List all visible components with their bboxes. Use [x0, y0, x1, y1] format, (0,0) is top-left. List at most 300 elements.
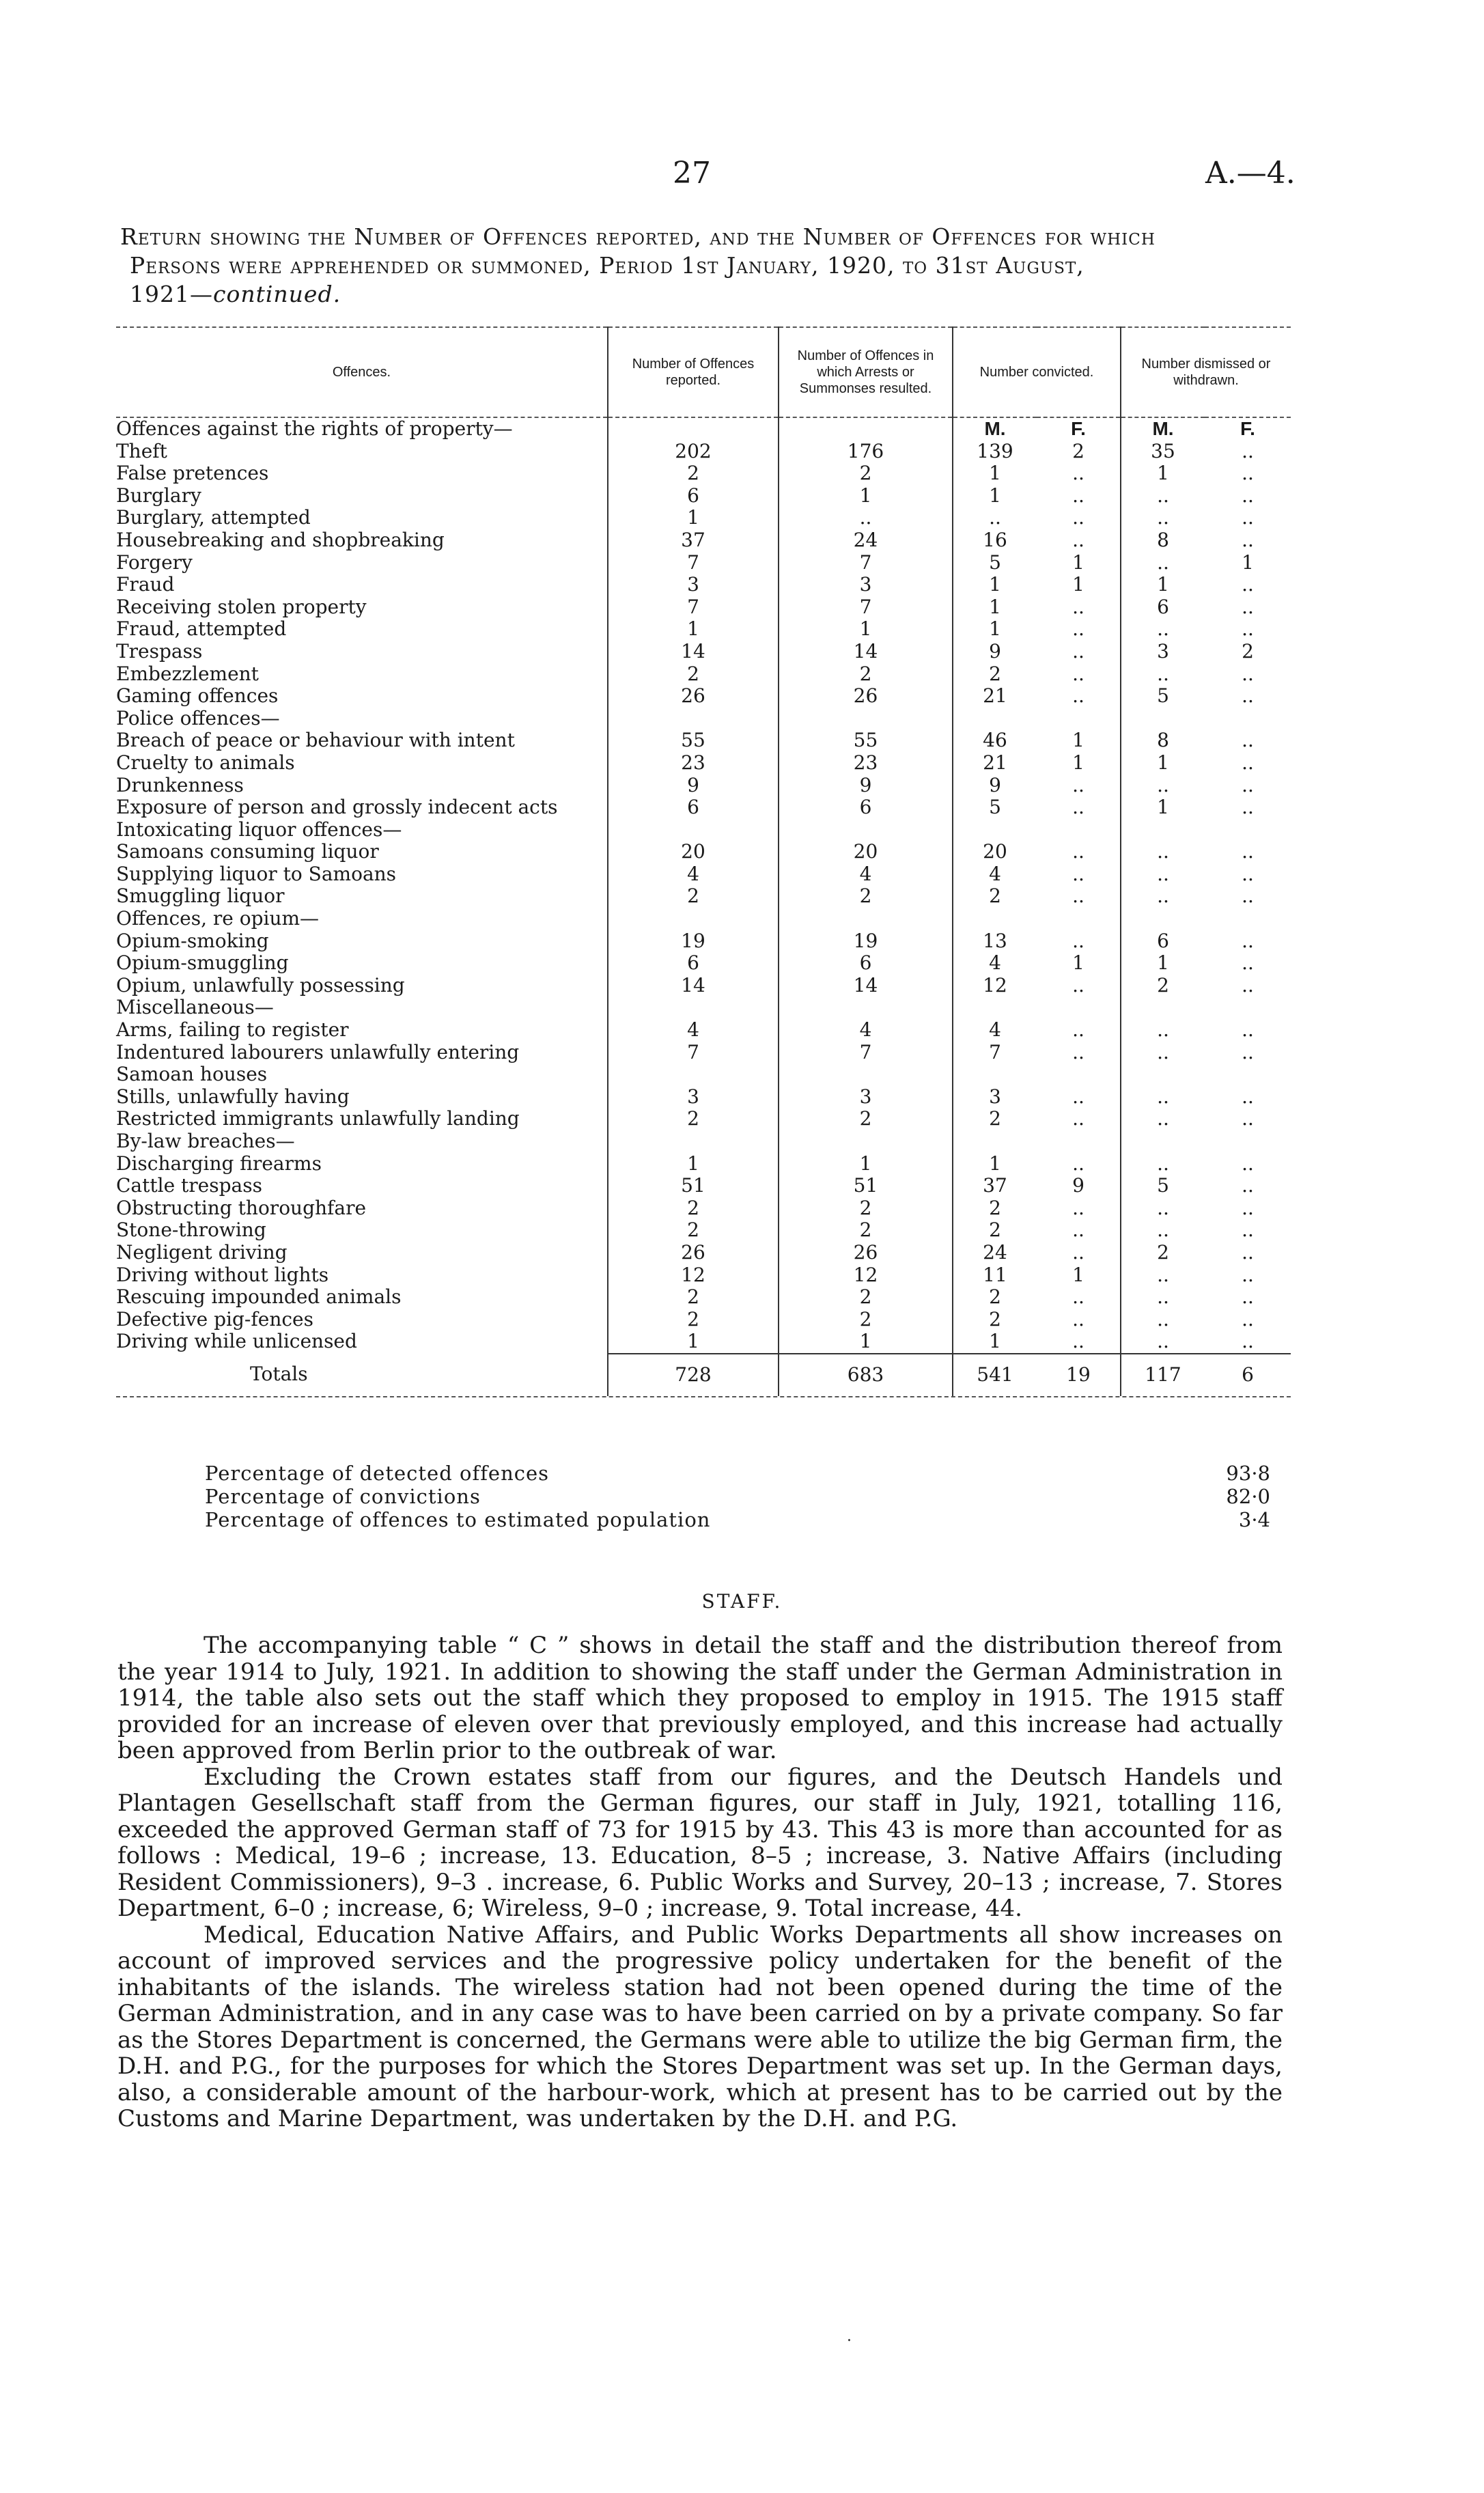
- cell-df: ..: [1242, 506, 1254, 529]
- cell-rep: 14: [608, 975, 779, 997]
- table-row: [116, 1309, 1291, 1331]
- offence-label: Discharging firearms: [116, 1152, 322, 1175]
- table-row: [116, 841, 1291, 863]
- cell-dm: [1121, 1063, 1205, 1086]
- cell-m: 2: [953, 1108, 1037, 1130]
- cell-m: 1: [953, 462, 1037, 485]
- cell-dm: [1121, 997, 1205, 1019]
- cell-df: ..: [1242, 1152, 1254, 1175]
- cell-f: [1037, 1063, 1121, 1086]
- cell-f: [1037, 708, 1121, 730]
- cell-m: 24: [953, 1242, 1037, 1264]
- cell-f: ..: [1072, 885, 1084, 908]
- cell-dm: 2: [1121, 1242, 1205, 1264]
- cell-rep: 26: [608, 1242, 779, 1264]
- cell-f: 1: [1072, 751, 1084, 774]
- cell-arr: 26: [779, 1242, 953, 1264]
- cell-dm: 5: [1121, 685, 1205, 708]
- cell-dm: 1: [1121, 952, 1205, 975]
- offence-label: Smuggling liquor: [116, 885, 285, 908]
- cell-m: [953, 1130, 1037, 1153]
- table-row: [116, 596, 1291, 619]
- cell-arr: 2: [779, 1219, 953, 1242]
- table-row: [116, 485, 1291, 507]
- percentage-value: 3·4: [1238, 1508, 1270, 1531]
- cell-rep: 7: [608, 1042, 779, 1064]
- cell-m: 9: [953, 641, 1037, 663]
- table-row: [116, 1242, 1291, 1264]
- cell-m: 3: [953, 1086, 1037, 1109]
- offence-label: Miscellaneous—: [116, 996, 274, 1019]
- cell-f: 9: [1072, 1174, 1084, 1197]
- percentage-label: Percentage of offences to estimated population: [205, 1508, 711, 1531]
- cell-dm: 6: [1121, 930, 1205, 953]
- cell-m: 1: [953, 618, 1037, 641]
- cell-df: ..: [1242, 1285, 1254, 1309]
- table-row: [116, 574, 1291, 596]
- cell-m: [953, 708, 1037, 730]
- page-number: 27: [673, 156, 711, 191]
- cell-rep: 37: [608, 529, 779, 552]
- cell-f: [1037, 1130, 1121, 1153]
- cell-df: ..: [1242, 751, 1254, 774]
- header-dismissed: Number dismissed or withdrawn.: [1121, 327, 1291, 417]
- cell-dm: ..: [1121, 841, 1205, 863]
- cell-f: ..: [1072, 484, 1084, 507]
- cell-dm: 6: [1121, 596, 1205, 619]
- table-row: [116, 1219, 1291, 1242]
- cell-dm: ..: [1121, 1086, 1205, 1109]
- offence-label: Drunkenness: [116, 773, 244, 796]
- sex-subheader: F.: [1240, 418, 1255, 439]
- cell-df: ..: [1242, 929, 1254, 952]
- cell-rep: 3: [608, 1086, 779, 1109]
- cell-arr: 2: [779, 663, 953, 686]
- title-year: 1921—: [130, 281, 213, 307]
- offences-table: [116, 326, 1291, 1396]
- cell-arr: 2: [779, 1309, 953, 1331]
- cell-m: 2: [953, 1309, 1037, 1331]
- cell-m: 5: [953, 552, 1037, 574]
- table-row: [116, 729, 1291, 752]
- offence-label: Driving while unlicensed: [116, 1330, 357, 1353]
- cell-df: [1205, 908, 1291, 930]
- cell-f: ..: [1072, 1285, 1084, 1309]
- cell-m: 46: [953, 729, 1037, 752]
- table-row: [116, 685, 1291, 708]
- cell-df: ..: [1242, 1263, 1254, 1286]
- cell-arr: 2: [779, 462, 953, 485]
- cell-df: ..: [1242, 1107, 1254, 1130]
- table-row: [116, 1086, 1291, 1109]
- cell-arr: 6: [779, 952, 953, 975]
- cell-arr: 7: [779, 1042, 953, 1064]
- cell-df: ..: [1242, 773, 1254, 796]
- cell-f: ..: [1072, 773, 1084, 796]
- percentage-row: [205, 1508, 1270, 1531]
- percentage-row: [205, 1462, 1270, 1485]
- cell-f: ..: [1072, 1018, 1084, 1042]
- cell-m: 12: [953, 975, 1037, 997]
- cell-arr: 1: [779, 618, 953, 641]
- table-row: [116, 417, 1291, 441]
- cell-rep: 20: [608, 841, 779, 863]
- offence-label: Indentured labourers unlawfully entering: [116, 1040, 520, 1063]
- table-row: [116, 441, 1291, 463]
- cell-arr: 7: [779, 552, 953, 574]
- percentage-value: 93·8: [1226, 1462, 1270, 1485]
- cell-rep: 55: [608, 729, 779, 752]
- total-dm: 117: [1121, 1354, 1205, 1396]
- cell-rep: 2: [608, 462, 779, 485]
- cell-dm: 1: [1121, 752, 1205, 775]
- cell-arr: [779, 1063, 953, 1086]
- cell-m: 139: [953, 441, 1037, 463]
- offence-label: Opium, unlawfully possessing: [116, 973, 405, 997]
- offence-label: Exposure of person and grossly indecent acts: [116, 796, 558, 819]
- cell-arr: 1: [779, 1331, 953, 1354]
- cell-m: 5: [953, 796, 1037, 819]
- cell-arr: [779, 1130, 953, 1153]
- cell-df: ..: [1242, 573, 1254, 596]
- cell-arr: 3: [779, 574, 953, 596]
- cell-dm: [1121, 908, 1205, 930]
- cell-m: 4: [953, 1019, 1037, 1042]
- cell-m: 1: [953, 596, 1037, 619]
- title-continued: continued.: [212, 281, 341, 307]
- cell-f: ..: [1072, 528, 1084, 551]
- cell-f: ..: [1072, 840, 1084, 863]
- offence-label: Driving without lights: [116, 1263, 329, 1286]
- cell-dm: 1: [1121, 796, 1205, 819]
- staff-text: [117, 1632, 1283, 2132]
- cell-f: 1: [1072, 1263, 1084, 1286]
- cell-df: 1: [1242, 551, 1254, 574]
- cell-dm: 5: [1121, 1175, 1205, 1197]
- cell-m: 4: [953, 863, 1037, 886]
- table-body: [116, 417, 1291, 1396]
- cell-df: [1205, 708, 1291, 730]
- cell-rep: 9: [608, 775, 779, 797]
- offence-label: Theft: [116, 439, 167, 462]
- sex-subheader: M.: [1121, 417, 1205, 441]
- header-convicted: Number convicted.: [953, 327, 1121, 417]
- cell-arr: 14: [779, 641, 953, 663]
- title-line-2: Persons were apprehended or summoned, Period 1st January, 1920, to 31st August,: [130, 252, 1084, 279]
- cell-rep: 1: [608, 1331, 779, 1354]
- cell-arr: [779, 417, 953, 441]
- cell-f: ..: [1072, 1307, 1084, 1331]
- cell-df: ..: [1242, 439, 1254, 462]
- staff-paragraph-3: Medical, Education Native Affairs, and Public Works Departments all show increases on account of improved services and the progressive policy undertaken for the benefit of the inhabitants of the islands. The wireless station had not been opened during the time of the German Administration, and in any case was to have been carried on by a private company. So far as the Stores Department is concerned, the Germans were able to utilize the big German firm, the D.H. and P.G., for the purposes for which the Stores Department was set up. In the German days, also, a considerable amount of the harbour-work, which at present has to be carried out by the Customs and Marine Department, was undertaken by the D.H. and P.G.: [117, 1921, 1283, 2132]
- title-line-1: Return showing the Number of Offences reported, and the Number of Offences for which: [120, 223, 1156, 250]
- cell-f: [1037, 819, 1121, 841]
- cell-df: ..: [1242, 1307, 1254, 1331]
- cell-rep: 4: [608, 863, 779, 886]
- table-row: [116, 618, 1291, 641]
- cell-f: ..: [1072, 1218, 1084, 1242]
- offence-label: Opium-smuggling: [116, 951, 289, 975]
- cell-dm: 35: [1121, 441, 1205, 463]
- cell-m: 20: [953, 841, 1037, 863]
- cell-m: 2: [953, 885, 1037, 908]
- total-f: 19: [1037, 1354, 1121, 1396]
- cell-rep: 202: [608, 441, 779, 463]
- cell-f: 2: [1072, 439, 1084, 462]
- cell-m: 21: [953, 752, 1037, 775]
- offence-label: Fraud: [116, 573, 175, 596]
- offence-label: Restricted immigrants unlawfully landing: [116, 1107, 520, 1130]
- cell-rep: 2: [608, 1197, 779, 1220]
- cell-df: ..: [1242, 951, 1254, 975]
- table-row: [116, 775, 1291, 797]
- cell-m: [953, 1063, 1037, 1086]
- sex-subheader: M.: [953, 417, 1037, 441]
- cell-arr: 176: [779, 441, 953, 463]
- cell-m: 2: [953, 1286, 1037, 1309]
- offence-label: Police offences—: [116, 706, 280, 729]
- total-arr: 683: [779, 1354, 953, 1396]
- total-df: 6: [1205, 1354, 1291, 1396]
- offence-label: False pretences: [116, 462, 269, 485]
- cell-dm: 1: [1121, 462, 1205, 485]
- cell-dm: [1121, 1130, 1205, 1153]
- cell-rep: [608, 1130, 779, 1153]
- cell-rep: 7: [608, 552, 779, 574]
- cell-df: [1205, 819, 1291, 841]
- offence-label: Gaming offences: [116, 684, 279, 708]
- sex-subheader: F.: [1071, 418, 1086, 439]
- header-arrests: Number of Offences in which Arrests or Summonses resulted.: [779, 327, 953, 417]
- offence-label: By-law breaches—: [116, 1130, 295, 1152]
- table-row: [116, 908, 1291, 930]
- total-rep: 728: [608, 1354, 779, 1396]
- table-row: [116, 641, 1291, 663]
- cell-arr: ..: [779, 507, 953, 529]
- cell-rep: 26: [608, 685, 779, 708]
- cell-f: ..: [1072, 1085, 1084, 1108]
- cell-dm: ..: [1121, 1309, 1205, 1331]
- cell-f: ..: [1072, 595, 1084, 618]
- cell-f: ..: [1072, 929, 1084, 952]
- table-row: [116, 1175, 1291, 1197]
- cell-df: ..: [1242, 595, 1254, 618]
- table-title: [120, 223, 1349, 309]
- cell-m: 9: [953, 775, 1037, 797]
- offence-label: Cruelty to animals: [116, 751, 295, 774]
- cell-f: ..: [1072, 1196, 1084, 1219]
- offence-label: Samoan houses: [116, 1063, 268, 1086]
- offences-table-wrapper: [116, 326, 1291, 1399]
- total-m: 541: [953, 1354, 1037, 1396]
- cell-f: ..: [1072, 1152, 1084, 1175]
- offence-label: Fraud, attempted: [116, 617, 287, 641]
- cell-arr: [779, 997, 953, 1019]
- offence-label: Samoans consuming liquor: [116, 840, 379, 863]
- cell-m: 1: [953, 485, 1037, 507]
- cell-dm: ..: [1121, 863, 1205, 886]
- cell-dm: ..: [1121, 1264, 1205, 1287]
- cell-df: [1205, 997, 1291, 1019]
- cell-dm: ..: [1121, 1108, 1205, 1130]
- document-reference: A.—4.: [1205, 156, 1296, 191]
- staff-paragraph-2: Excluding the Crown estates staff from our figures, and the Deutsch Handels und Plantagen Gesellschaft staff from the German figures, our staff in July, 1921, totalling 116, exceeded the approved German staff of 73 for 1915 by 43. This 43 is more than accounted for as follows : Medical, 19–6 ; increase, 13. Education, 8–5 ; increase, 3. Native Affairs (including Resident Commissioners), 9–3 . increase, 6. Public Works and Survey, 20–13 ; increase, 7. Stores Department, 6–0 ; increase, 6; Wireless, 9–0 ; increase, 9. Total increase, 44.: [117, 1763, 1283, 1922]
- cell-rep: 2: [608, 663, 779, 686]
- cell-dm: 1: [1121, 574, 1205, 596]
- cell-arr: [779, 908, 953, 930]
- cell-f: 1: [1072, 551, 1084, 574]
- cell-arr: 26: [779, 685, 953, 708]
- cell-f: ..: [1072, 462, 1084, 485]
- offence-label: Stone-throwing: [116, 1218, 266, 1242]
- cell-m: [953, 997, 1037, 1019]
- table-row: [116, 885, 1291, 908]
- cell-rep: 12: [608, 1264, 779, 1287]
- offence-label: Obstructing thoroughfare: [116, 1196, 367, 1219]
- cell-arr: 2: [779, 1108, 953, 1130]
- header-offences: Offences.: [116, 327, 608, 417]
- cell-m: 16: [953, 529, 1037, 552]
- cell-df: ..: [1242, 1040, 1254, 1063]
- cell-arr: 19: [779, 930, 953, 953]
- table-row: [116, 1197, 1291, 1220]
- cell-f: ..: [1072, 662, 1084, 685]
- cell-arr: 1: [779, 1153, 953, 1175]
- cell-df: ..: [1242, 1018, 1254, 1042]
- cell-df: ..: [1242, 796, 1254, 819]
- title-line-3: [120, 280, 1349, 309]
- cell-f: ..: [1072, 1107, 1084, 1130]
- cell-m: 13: [953, 930, 1037, 953]
- cell-m: 2: [953, 663, 1037, 686]
- offence-label: Rescuing impounded animals: [116, 1285, 402, 1309]
- cell-df: [1205, 1130, 1291, 1153]
- cell-arr: 2: [779, 1197, 953, 1220]
- cell-arr: 24: [779, 529, 953, 552]
- offence-label: Arms, failing to register: [116, 1018, 349, 1042]
- cell-df: ..: [1242, 1196, 1254, 1219]
- offence-label: Trespass: [116, 639, 203, 663]
- cell-rep: [608, 997, 779, 1019]
- cell-m: 2: [953, 1197, 1037, 1220]
- offence-label: Supplying liquor to Samoans: [116, 862, 397, 885]
- offence-label: Stills, unlawfully having: [116, 1085, 350, 1108]
- cell-f: ..: [1072, 1330, 1084, 1353]
- cell-arr: 4: [779, 863, 953, 886]
- cell-rep: 2: [608, 1219, 779, 1242]
- cell-m: 2: [953, 1219, 1037, 1242]
- cell-rep: 14: [608, 641, 779, 663]
- cell-m: 21: [953, 685, 1037, 708]
- percentages-block: [205, 1462, 1270, 1531]
- cell-arr: [779, 708, 953, 730]
- offence-label: Defective pig-fences: [116, 1307, 313, 1331]
- cell-rep: 19: [608, 930, 779, 953]
- cell-rep: 2: [608, 1309, 779, 1331]
- cell-f: ..: [1072, 973, 1084, 997]
- cell-m: [953, 908, 1037, 930]
- table-row: [116, 507, 1291, 529]
- cell-arr: 9: [779, 775, 953, 797]
- table-row: [116, 1331, 1291, 1354]
- offence-label: Burglary, attempted: [116, 506, 311, 529]
- cell-f: 1: [1072, 951, 1084, 975]
- cell-arr: 6: [779, 796, 953, 819]
- cell-rep: 2: [608, 1286, 779, 1309]
- cell-dm: ..: [1121, 618, 1205, 641]
- offence-label: Embezzlement: [116, 662, 259, 685]
- cell-df: ..: [1242, 973, 1254, 997]
- cell-rep: 7: [608, 596, 779, 619]
- offence-label: Receiving stolen property: [116, 595, 367, 618]
- cell-dm: ..: [1121, 1042, 1205, 1064]
- cell-m: 1: [953, 1331, 1037, 1354]
- cell-arr: 1: [779, 485, 953, 507]
- cell-f: ..: [1072, 684, 1084, 708]
- cell-df: [1205, 1063, 1291, 1086]
- cell-rep: 3: [608, 574, 779, 596]
- cell-dm: 3: [1121, 641, 1205, 663]
- cell-f: ..: [1072, 1240, 1084, 1264]
- cell-m: 11: [953, 1264, 1037, 1287]
- table-row: [116, 462, 1291, 485]
- cell-arr: 20: [779, 841, 953, 863]
- cell-arr: [779, 819, 953, 841]
- cell-f: 1: [1072, 729, 1084, 752]
- cell-dm: ..: [1121, 1153, 1205, 1175]
- cell-arr: 55: [779, 729, 953, 752]
- cell-df: ..: [1242, 1240, 1254, 1264]
- cell-rep: [608, 819, 779, 841]
- cell-arr: 4: [779, 1019, 953, 1042]
- cell-df: ..: [1242, 1174, 1254, 1197]
- table-row: [116, 708, 1291, 730]
- cell-f: 1: [1072, 573, 1084, 596]
- cell-m: [953, 819, 1037, 841]
- table-row: [116, 663, 1291, 686]
- cell-df: ..: [1242, 462, 1254, 485]
- percentage-row: [205, 1485, 1270, 1508]
- offence-label: Offences against the rights of property—: [116, 417, 513, 440]
- cell-df: ..: [1242, 1218, 1254, 1242]
- cell-dm: ..: [1121, 663, 1205, 686]
- header-reported: Number of Offences reported.: [608, 327, 779, 417]
- cell-df: ..: [1242, 684, 1254, 708]
- cell-rep: 6: [608, 796, 779, 819]
- percentage-label: Percentage of convictions: [205, 1485, 481, 1508]
- cell-arr: 2: [779, 885, 953, 908]
- cell-dm: ..: [1121, 1286, 1205, 1309]
- cell-rep: 2: [608, 885, 779, 908]
- cell-dm: [1121, 708, 1205, 730]
- table-row: [116, 796, 1291, 819]
- cell-dm: ..: [1121, 1197, 1205, 1220]
- table-row: [116, 529, 1291, 552]
- cell-dm: ..: [1121, 552, 1205, 574]
- cell-arr: 51: [779, 1175, 953, 1197]
- cell-df: ..: [1242, 662, 1254, 685]
- cell-f: ..: [1072, 617, 1084, 641]
- offence-label: Intoxicating liquor offences—: [116, 818, 402, 841]
- cell-m: ..: [953, 507, 1037, 529]
- cell-dm: [1121, 819, 1205, 841]
- cell-f: [1037, 997, 1121, 1019]
- table-row: [116, 1264, 1291, 1287]
- cell-rep: [608, 417, 779, 441]
- cell-rep: 51: [608, 1175, 779, 1197]
- cell-rep: 23: [608, 752, 779, 775]
- table-row: [116, 997, 1291, 1019]
